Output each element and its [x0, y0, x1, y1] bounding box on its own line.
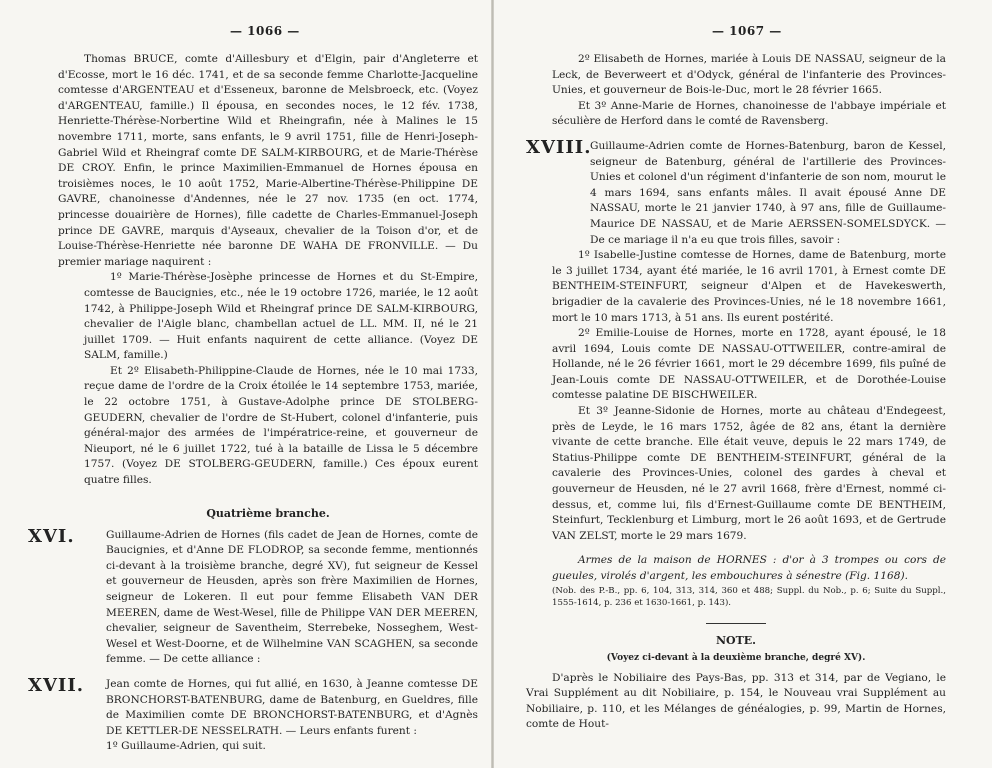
degree-block	[28, 525, 478, 668]
references: (Nob. des P.-B., pp. 6, 104, 313, 314, 360 et 488; Suppl. du Nob., p. 6; Suite du Suppl., 1555-1614, p. 236 et 1630-1661, p. 143).	[552, 585, 946, 608]
paragraph: Et 2º Elisabeth-Philippine-Claude de Hornes, née le 10 mai 1733, reçue dame de l'ordre de la Croix étoilée le 14 septembre 1753, mariée, le 22 octobre 1751, à Gustave-Adolphe prince DE STOLBERG-GEUDERN, chevalier de l'ordre de St-Hubert, colonel d'infanterie, puis général-major des armées de l'impératrice-reine, et gouverneur de Nieuport, né le 6 juillet 1722, tué à la bataille de Lissa le 5 décembre 1757. (Voyez DE STOLBERG-GEUDERN, famille.) Ces époux eurent quatre filles.	[84, 364, 478, 487]
paragraph: 1º Marie-Thérèse-Josèphe princesse de Hornes et du St-Empire, comtesse de Baucignies, etc., née le 19 octobre 1726, mariée, le 12 août 1742, à Philippe-Joseph Wild et Rheingraf prince DE SALM-KIRBOURG, chevalier de l'Aigle blanc, chambellan actuel de LL. MM. II, né le 21 juillet 1709. — Huit enfants naquirent de cette alliance. (Voyez DE SALM, famille.)	[84, 271, 478, 362]
left-page	[28, 24, 478, 755]
degree-numeral: XVII.	[28, 674, 85, 696]
paragraph: Armes de la maison de HORNES : d'or à 3 trompes ou cors de gueules, virolés d'argent, les embouchures à sénestre (Fig. 1168).	[552, 554, 946, 582]
paragraph: Jean comte de Hornes, qui fut allié, en 1630, à Jeanne comtesse DE BRONCHORST-BATENBURG, dame de Batenburg, en Gueldres, fille de Maximilien comte DE BRONCHORST-BATENBURG, et d'Agnès DE KETTLER-DE NESSELRATH. — Leurs enfants furent :	[106, 677, 478, 737]
right-page	[526, 24, 946, 733]
paragraph: 2º Elisabeth de Hornes, mariée à Louis DE NASSAU, seigneur de la Leck, de Beverweert et d'Odyck, général de l'infanterie des Provinces-Unies, et gouverneur de Bois-le-Duc, mort le 28 février 1665.	[552, 53, 946, 97]
paragraph: 1º Isabelle-Justine comtesse de Hornes, dame de Batenburg, morte le 3 juillet 1734, ayant été mariée, le 16 avril 1701, à Ernest comte DE BENTHEIM-STEINFURT, seigneur d'Alpen et de Havekeswerth, brigadier de la cavalerie des Provinces-Unies, né le 18 novembre 1661, mort le 10 mars 1713, à 51 ans. Ils eurent postérité.	[552, 249, 946, 324]
degree-numeral: XVIII.	[526, 136, 592, 158]
paragraph: 1º Guillaume-Adrien, qui suit.	[106, 740, 266, 753]
note-title: NOTE.	[715, 633, 757, 647]
section-title: Quatrième branche.	[206, 506, 330, 520]
book-gutter	[491, 0, 494, 768]
paragraph: Et 3º Anne-Marie de Hornes, chanoinesse de l'abbaye impériale et séculière de Herford dans le comté de Ravensberg.	[552, 99, 946, 128]
divider	[706, 623, 766, 624]
paragraph: Thomas BRUCE, comte d'Aillesbury et d'Elgin, pair d'Angleterre et d'Ecosse, mort le 16 déc. 1741, et de sa seconde femme Charlotte-Jacqueline comtesse d'ARGENTEAU et d'Esseneux, baronne de Melsbroeck, etc. (Voyez d'ARGENTEAU, famille.) Il épousa, en secondes noces, le 12 fév. 1738, Henriette-Thérèse-Norbertine Wild et Rheingrafin, née à Malines le 15 novembre 1711, morte, sans enfants, le 9 avril 1751, fille de Henri-Joseph-Gabriel Wild et Rheingraf comte DE SALM-KIRBOURG, et de Marie-Thérèse DE CROY. Enfin, le prince Maximilien-Emmanuel de Hornes épousa en troisièmes noces, le 10 août 1752, Marie-Albertine-Thérèse-Philippine DE GAVRE, chanoinesse d'Andennes, née le 27 nov. 1735 (en oct. 1774, princesse douairière de Hornes), fille cadette de Charles-Emmanuel-Joseph prince DE GAVRE, marquis d'Ayseaux, chevalier de la Toison d'or, et de Louise-Thérèse-Henriette née baronne DE WAHA DE FRONVILLE. — Du premier mariage naquirent :	[58, 53, 478, 268]
page-number-left: — 1066 —	[230, 24, 300, 38]
degree-numeral: XVI.	[28, 525, 75, 547]
paragraph: Guillaume-Adrien de Hornes (fils cadet de Jean de Hornes, comte de Baucignies, et d'Anne DE FLODROP, sa seconde femme, mentionnés ci-devant à la troisième branche, degré XV), fut seigneur de Kessel et gouverneur de Heusden, après son frère Maximilien de Hornes, seigneur de Lokeren. Il eut pour femme Elisabeth VAN DER MEEREN, dame de West-Wesel, fille de Philippe VAN DER MEEREN, chevalier, seigneur de Saventheim, Sterrebeke, Nosseghem, West-Wesel et West-Doorne, et de Wilhelmine VAN SCAGHEN, sa seconde femme. — De cette alliance :	[106, 528, 478, 666]
paragraph: D'après le Nobiliaire des Pays-Bas, pp. 313 et 314, par de Vegiano, le Vrai Supplément au dit Nobiliaire, p. 154, le Nouveau vrai Supplément au Nobiliaire, p. 110, et les Mélanges de généalogies, p. 99, Martin de Hornes, comte de Hout-	[526, 671, 946, 731]
paragraph: Et 3º Jeanne-Sidonie de Hornes, morte au château d'Endegeest, près de Leyde, le 16 mars 1752, âgée de 82 ans, étant la dernière vivante de cette branche. Elle était veuve, depuis le 22 mars 1749, de Statius-Philippe comte DE BENTHEIM-STEINFURT, général de la cavalerie des Provinces-Unies, colonel des gardes à cheval et gouverneur de Heusden, né le 27 avril 1668, frère d'Ernest, nommé ci-dessus, et, comme lui, fils d'Ernest-Guillaume comte DE BENTHEIM, Steinfurt, Tecklenburg et Limburg, mort le 26 août 1693, et de Gertrude VAN ZELST, morte le 29 mars 1679.	[552, 405, 946, 542]
degree-block	[526, 136, 946, 248]
paragraph: 2º Emilie-Louise de Hornes, morte en 1728, ayant épousé, le 18 avril 1694, Louis comte DE NASSAU-OTTWEILER, contre-amiral de Hollande, né le 26 février 1661, mort le 29 décembre 1699, fils puîné de Jean-Louis comte DE NASSAU-OTTWEILER, et de Dorothée-Louise comtesse palatine DE BISCHWEILER.	[552, 327, 946, 402]
degree-block	[28, 674, 478, 739]
paragraph: Guillaume-Adrien comte de Hornes-Batenburg, baron de Kessel, seigneur de Batenburg, général de l'artillerie des Provinces-Unies et colonel d'un régiment d'infanterie de son nom, mourut le 4 mars 1694, sans enfants mâles. Il avait épousé Anne DE NASSAU, morte le 21 janvier 1740, à 97 ans, fille de Guillaume-Maurice DE NASSAU, et de Marie AERSSEN-SOMELSDYCK. — De ce mariage il n'a eu que trois filles, savoir :	[590, 139, 946, 246]
note-subtitle: (Voyez ci-devant à la deuxième branche, degré XV).	[606, 652, 866, 663]
page-number-right: — 1067 —	[712, 24, 782, 38]
